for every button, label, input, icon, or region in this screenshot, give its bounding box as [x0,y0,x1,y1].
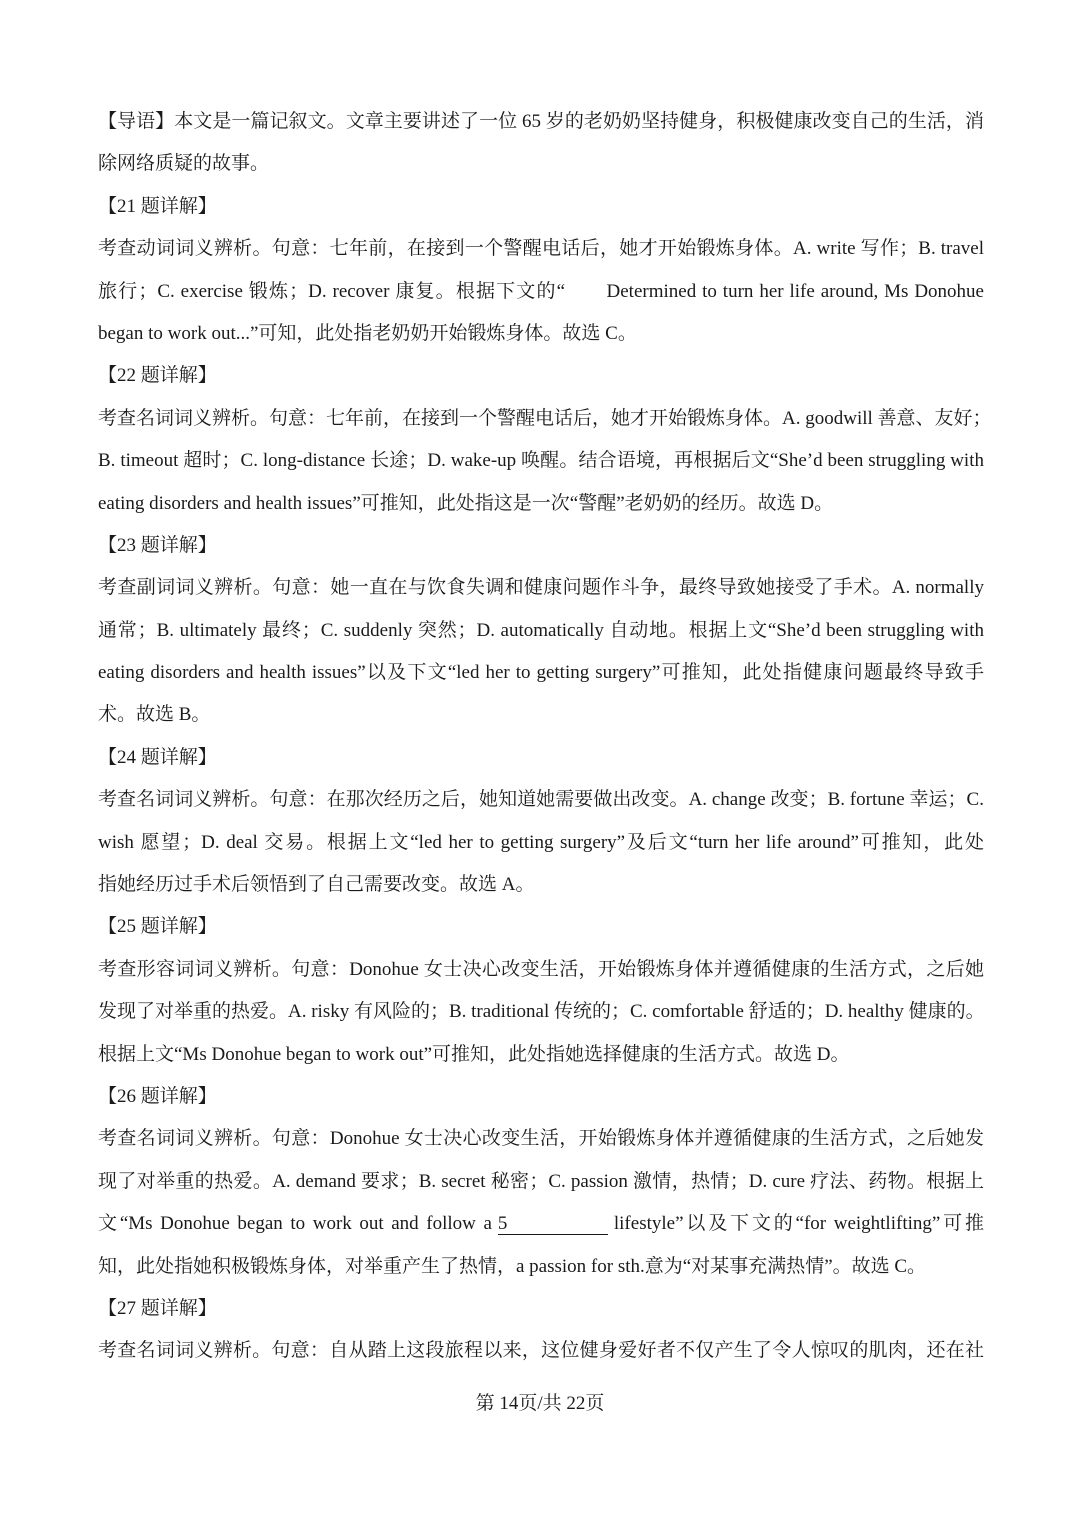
text-line: 旅行；C. exercise 锻炼；D. recover 康复。根据下文的“ Determined to turn her life around, Ms Donohue [98,280,984,302]
page-number-footer: 第 14页/共 22页 [475,1393,605,1414]
text-line: 考查名词词义辨析。句意：自从踏上这段旅程以来，这位健身爱好者不仅产生了令人惊叹的肌肉，还在社 [98,1340,984,1362]
document-body [98,101,992,1373]
question-heading: 【23 题详解】 [98,534,217,556]
fill-in-blank: 5 [498,1214,608,1235]
text-line: 考查形容词词义辨析。句意：Donohue 女士决心改变生活，开始锻炼身体并遵循健康的生活方式，之后她 [98,958,984,980]
text-line: wish 愿望；D. deal 交易。根据上文“led her to getting surgery”及后文“turn her life around”可推知，此处 [98,831,984,853]
text-line-with-blank [98,1203,984,1245]
text-line: B. timeout 超时；C. long-distance 长途；D. wake-up 唤醒。结合语境，再根据后文“She’d been struggling with [98,450,984,472]
text-line: 考查副词词义辨析。句意：她一直在与饮食失调和健康问题作斗争，最终导致她接受了手术。A. normally [98,577,984,599]
text-line: 现了对举重的热爱。A. demand 要求；B. secret 秘密；C. passion 激情，热情；D. cure 疗法、药物。根据上 [98,1170,984,1192]
question-heading: 【21 题详解】 [98,195,217,217]
question-heading: 【22 题详解】 [98,365,217,387]
text-line: eating disorders and health issues”可推知，此处指这是一次“警醒”老奶奶的经历。故选 D。 [98,492,834,514]
blank-line-after: lifestyle”以及下文的“for weightlifting”可推 [613,1213,984,1235]
text-line: 知，此处指她积极锻炼身体，对举重产生了热情，a passion for sth.意为“对某事充满热情”。故选 C。 [98,1255,927,1277]
text-line: 发现了对举重的热爱。A. risky 有风险的；B. traditional 传统的；C. comfortable 舒适的；D. healthy 健康的。 [98,1001,985,1023]
text-line: 考查名词词义辨析。句意：七年前，在接到一个警醒电话后，她才开始锻炼身体。A. goodwill 善意、友好； [98,407,992,429]
text-line: 考查动词词义辨析。句意：七年前，在接到一个警醒电话后，她才开始锻炼身体。A. write 写作；B. travel [98,238,984,260]
text-line: 通常；B. ultimately 最终；C. suddenly 突然；D. automatically 自动地。根据上文“She’d been struggling with [98,619,984,641]
question-heading: 【25 题详解】 [98,916,217,938]
text-line: 指她经历过手术后领悟到了自己需要改变。故选 A。 [98,874,535,896]
question-heading: 【26 题详解】 [98,1085,217,1107]
text-line: 除网络质疑的故事。 [98,153,270,175]
text-line: 考查名词词义辨析。句意：Donohue 女士决心改变生活，开始锻炼身体并遵循健康的生活方式，之后她发 [98,1128,984,1150]
text-line: 【导语】本文是一篇记叙文。文章主要讲述了一位 65 岁的老奶奶坚持健身，积极健康改变自己的生活，消 [98,111,984,132]
blank-line-before: 文“Ms Donohue began to work out and follow a [98,1213,492,1235]
text-line: began to work out...”可知，此处指老奶奶开始锻炼身体。故选 C。 [98,322,637,344]
text-line: 术。故选 B。 [98,704,211,726]
question-heading: 【24 题详解】 [98,746,217,768]
text-line: 根据上文“Ms Donohue began to work out”可推知，此处指她选择健康的生活方式。故选 D。 [98,1043,850,1065]
text-line: eating disorders and health issues”以及下文“led her to getting surgery”可推知，此处指健康问题最终导致手 [98,662,984,684]
text-line: 考查名词词义辨析。句意：在那次经历之后，她知道她需要做出改变。A. change 改变；B. fortune 幸运；C. [98,789,984,811]
question-heading: 【27 题详解】 [98,1297,217,1319]
